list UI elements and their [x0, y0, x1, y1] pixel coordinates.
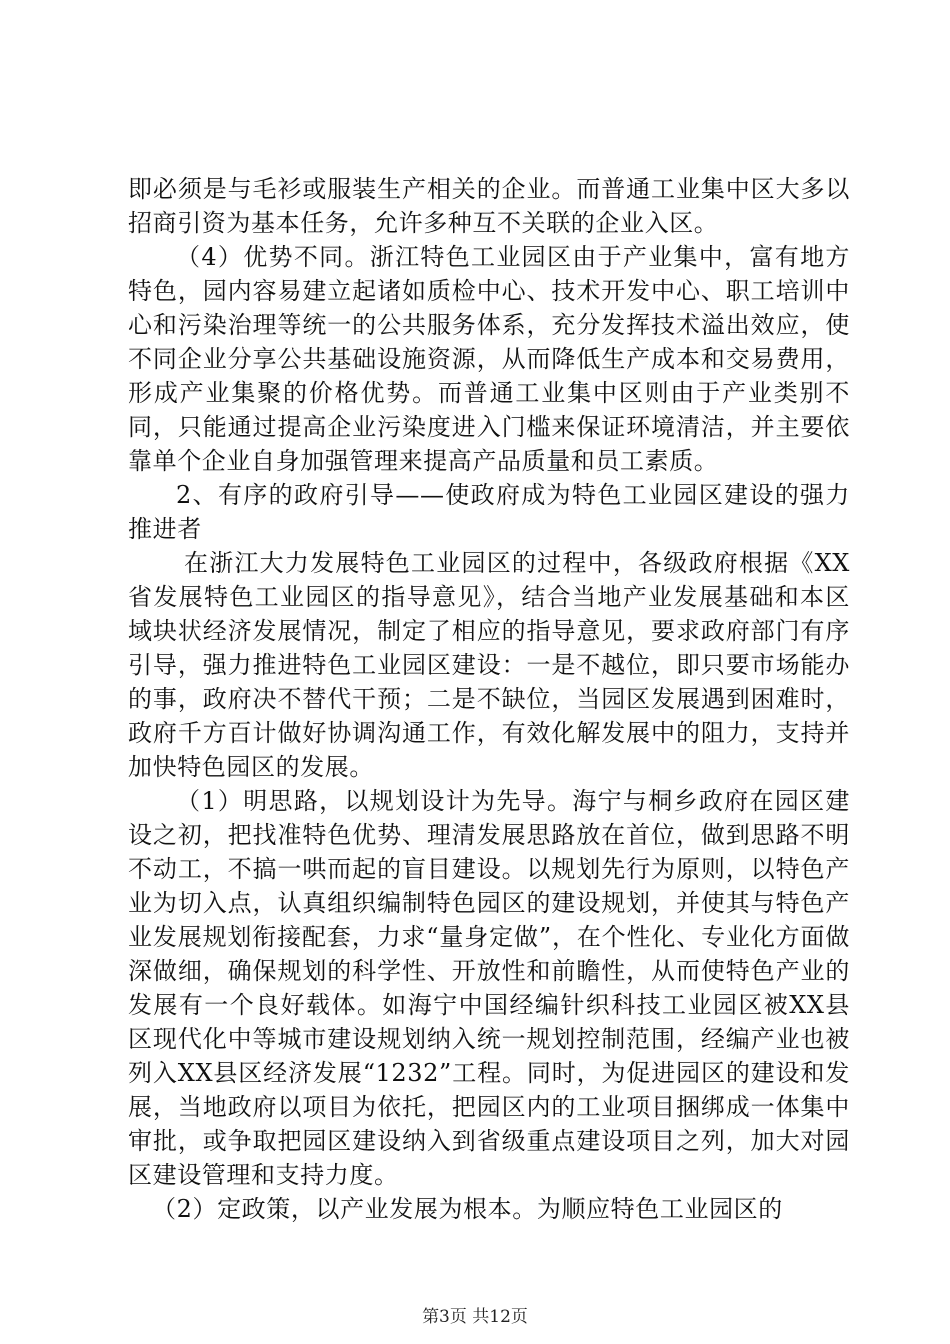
- paragraph-continuation: 即必须是与毛衫或服装生产相关的企业。而普通工业集中区大多以招商引资为基本任务，允许多种互不关联的企业入区。: [128, 175, 850, 237]
- paragraph-government-guidance: 在浙江大力发展特色工业园区的过程中，各级政府根据《XX省发展特色工业园区的指导意见》，结合当地产业发展基础和本区域块状经济发展情况，制定了相应的指导意见，要求政府部门有序引导，强力推进特色工业园区建设：一是不越位，即只要市场能办的事，政府决不替代干预；二是不缺位，当园区发展遇到困难时，政府千方百计做好协调沟通工作，有效化解发展中的阻力，支持并加快特色园区的发展。: [128, 549, 850, 781]
- paragraph-advantage: （4）优势不同。浙江特色工业园区由于产业集中，富有地方特色，园内容易建立起诸如质检中心、技术开发中心、职工培训中心和污染治理等统一的公共服务体系，充分发挥技术溢出效应，使不同企业分享公共基础设施资源，从而降低生产成本和交易费用，形成产业集聚的价格优势。而普通工业集中区则由于产业类别不同，只能通过提高企业污染度进入门槛来保证环境清洁，并主要依靠单个企业自身加强管理来提高产品质量和员工素质。: [128, 243, 850, 475]
- page-number-footer: 第3页 共12页: [422, 1307, 528, 1327]
- section-heading-government-guidance: 2、有序的政府引导——使政府成为特色工业园区建设的强力推进者: [128, 481, 850, 543]
- paragraph-policy: （2）定政策，以产业发展为根本。为顺应特色工业园区的: [152, 1195, 783, 1223]
- document-body: [128, 172, 850, 1226]
- paragraph-planning: （1）明思路，以规划设计为先导。海宁与桐乡政府在园区建设之初，把找准特色优势、理清发展思路放在首位，做到思路不明不动工，不搞一哄而起的盲目建设。以规划先行为原则，以特色产业为切入点，认真组织编制特色园区的建设规划，并使其与特色产业发展规划衔接配套，力求“量身定做”，在个性化、专业化方面做深做细，确保规划的科学性、开放性和前瞻性，从而使特色产业的发展有一个良好载体。如海宁中国经编针织科技工业园区被XX县区现代化中等城市建设规划纳入统一规划控制范围，经编产业也被列入XX县区经济发展“1232”工程。同时，为促进园区的建设和发展，当地政府以项目为依托，把园区内的工业项目捆绑成一体集中审批，或争取把园区建设纳入到省级重点建设项目之列，加大对园区建设管理和支持力度。: [128, 787, 850, 1189]
